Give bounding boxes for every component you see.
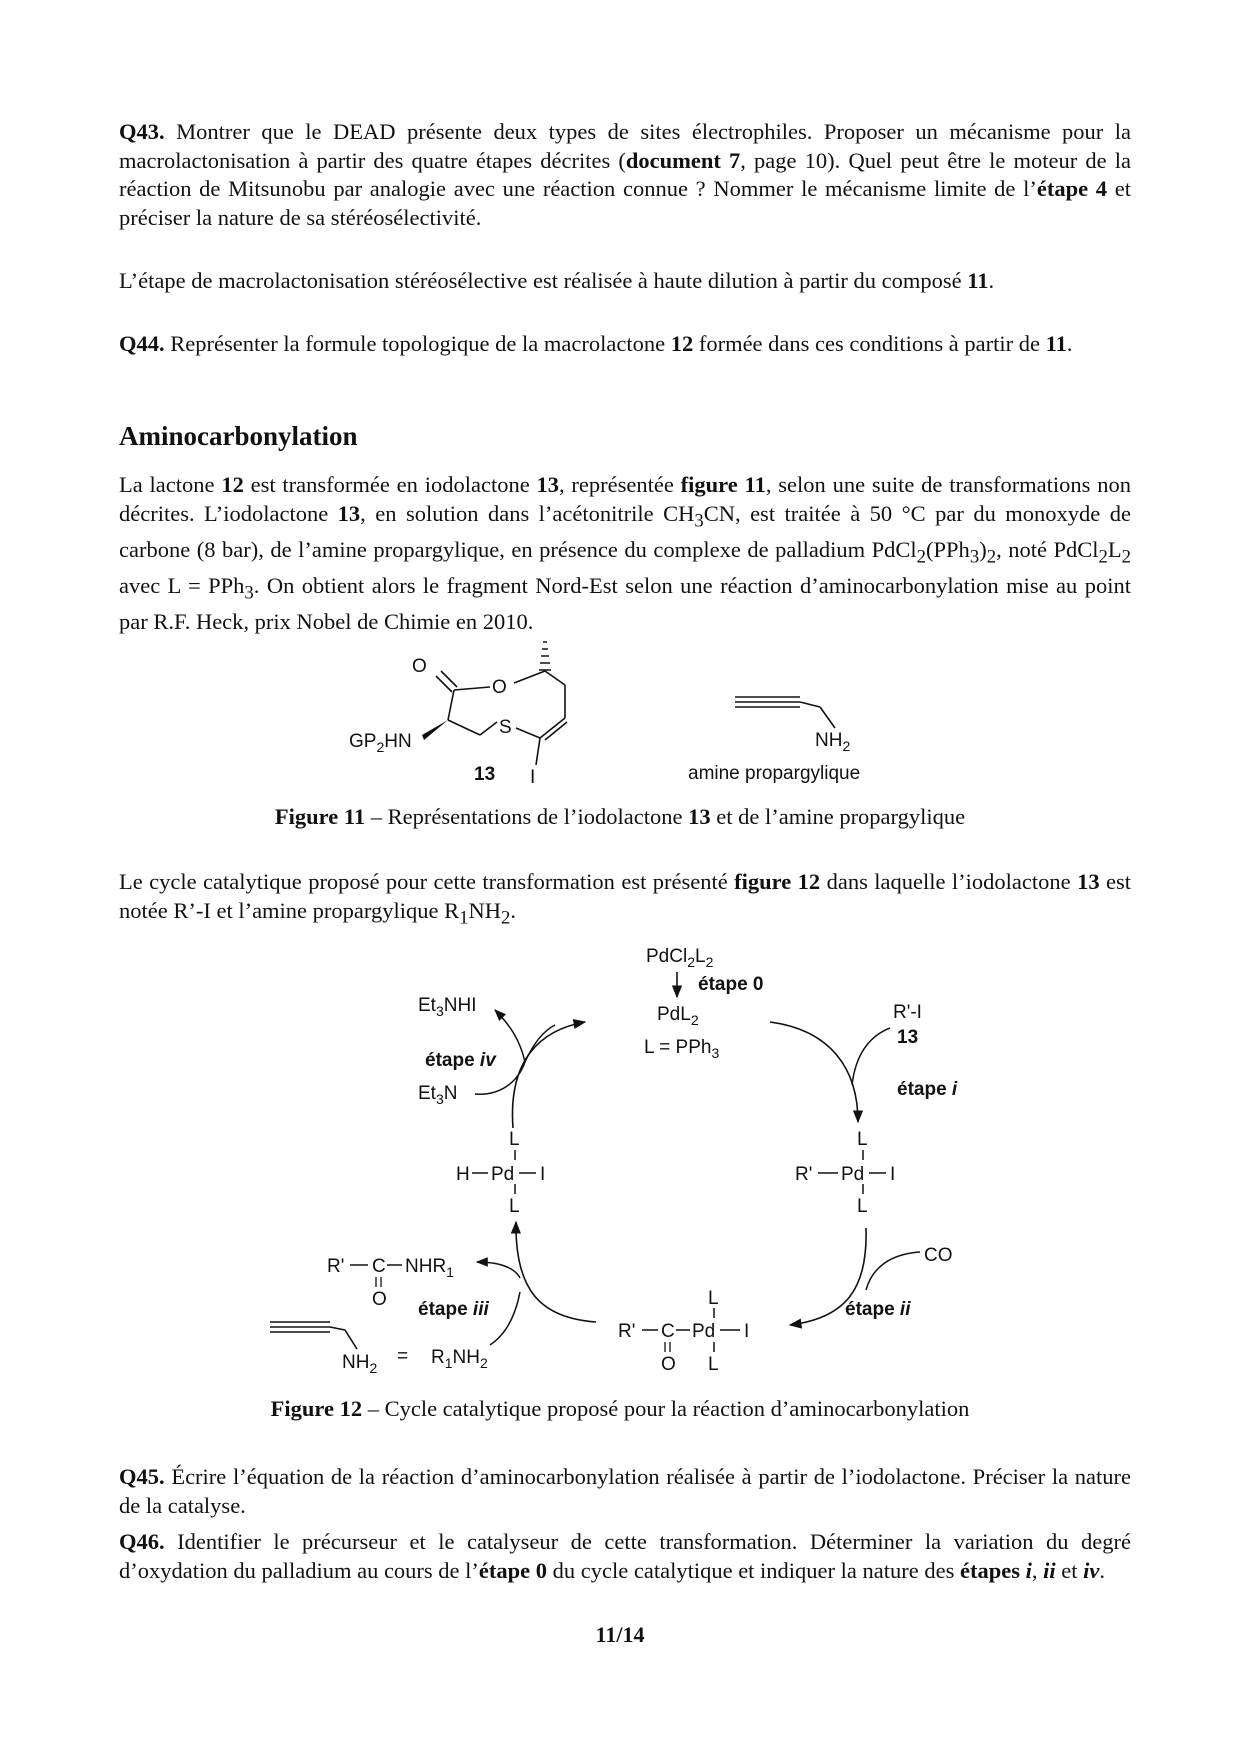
ligand-definition: L = PPh$_3$	[644, 1037, 720, 1061]
svg-text:Pd: Pd	[692, 1321, 716, 1342]
question-label: Q45.	[119, 1464, 165, 1489]
svg-text:R': R'	[795, 1164, 813, 1185]
aminocarbonylation-paragraph: La lactone 12 est transformée en iodolactone 13, représentée figure 11, selon une suite de transformations non décrites. L’iodolactone 13, en solution dans l’acétonitrile $CH_3CN$, est traitée à 50 °C par du monoxyde de carbone (8 bar), de l’amine propargylique, en présence du complexe de palladium $PdCl_2(PPh_3)_2$, noté $PdCl_2L_2$ avec L = PPh$_3$. On obtient alors le fragment Nord-Est selon une réaction d’aminocarbonylation mise au point par R.F. Heck, prix Nobel de Chimie en 2010.	[119, 472, 1132, 634]
et3n: $Et_3N$	[418, 1083, 458, 1107]
question-43: Q43. Montrer que le DEAD présente deux types de sites électrophiles. Proposer un mécanisme pour la macrolactonisation à partir des quatre étapes décrites (document 7, page 10). Quel peut être le moteur de la réaction de Mitsunobu par analogie avec une réaction connue ? Nommer le mécanisme limite de l’étape 4 et préciser la nature de sa stéréosélectivité.	[119, 119, 1131, 230]
compound-13-label: 13	[474, 764, 496, 785]
carbonyl-oxygen: O	[412, 656, 427, 677]
svg-text:L: L	[708, 1288, 719, 1309]
svg-text:L: L	[857, 1129, 868, 1150]
svg-text:R': R'	[618, 1321, 636, 1342]
svg-text:O: O	[372, 1289, 387, 1310]
ring-oxygen: O	[492, 677, 507, 698]
arrow-etape-i	[770, 1022, 858, 1122]
hash-bond	[539, 642, 551, 670]
svg-text:I: I	[890, 1164, 896, 1185]
wedge-bond	[422, 720, 448, 740]
svg-text:L: L	[509, 1196, 520, 1217]
etape-ii-label: étape ii	[845, 1299, 911, 1320]
arrow-amine-in	[490, 1292, 520, 1345]
page-number: 11/14	[595, 1622, 645, 1647]
figure-12-caption: Figure 12 – Cycle catalytique proposé pour la réaction d’aminocarbonylation	[270, 1396, 970, 1421]
amine-group: $NH_2$	[815, 730, 851, 754]
etape-iii-label: étape iii	[418, 1299, 489, 1320]
question-label: Q46.	[119, 1529, 165, 1554]
acyl-pd-complex	[618, 1288, 749, 1375]
svg-text:H: H	[456, 1164, 470, 1185]
propargyl-amine-bonds-cycle	[270, 1322, 357, 1349]
carbon-monoxide: CO	[924, 1245, 953, 1266]
sulfur-atom: S	[499, 717, 512, 738]
arrow-amide-out	[477, 1262, 520, 1278]
pdcl2l2-precursor: $PdCl_2L_2$	[646, 946, 714, 970]
svg-text:O: O	[661, 1354, 676, 1375]
amine-nh2: $NH_2$	[342, 1352, 378, 1376]
figure-12-catalytic-cycle	[0, 930, 1240, 1390]
protected-amine: $GP_2HN$	[349, 731, 412, 755]
figure-11-caption: Figure 11 – Représentations de l’iodolactone 13 et de l’amine propargylique	[274, 804, 966, 829]
macrolactonisation-intro: L’étape de macrolactonisation stéréosélective est réalisée à haute dilution à partir du composé 11.	[119, 268, 995, 293]
arrow-etape-iii	[516, 1222, 596, 1322]
svg-text:Pd: Pd	[841, 1164, 865, 1185]
question-label: Q43.	[119, 119, 165, 144]
svg-text:I: I	[540, 1164, 546, 1185]
svg-text:I: I	[744, 1321, 750, 1342]
h-pd-i-complex	[456, 1129, 545, 1217]
svg-text:R': R'	[327, 1256, 345, 1277]
question-44: Q44. Représenter la formule topologique de la macrolactone 12 formée dans ces conditions à partir de 11.	[119, 331, 1073, 356]
pdl2-catalyst: PdL$_2$	[657, 1004, 699, 1028]
etape-iv-label: étape iv	[425, 1050, 496, 1071]
compound-13-ref: 13	[897, 1027, 919, 1048]
iodine-atom: I	[530, 767, 536, 788]
catalytic-cycle-intro: Le cycle catalytique proposé pour cette transformation est présenté figure 12 dans laquelle l’iodolactone 13 est notée R’-I et l’amine propargylique $R_1NH_2$.	[119, 869, 1132, 928]
equals-sign: =	[397, 1346, 409, 1367]
arrow-et3nhi-out	[495, 1010, 525, 1062]
svg-text:C: C	[661, 1321, 675, 1342]
arrow-ri-in	[852, 1028, 890, 1085]
arrow-co-in	[866, 1252, 920, 1290]
svg-text:Pd: Pd	[491, 1164, 515, 1185]
r1nh2: $R_1NH_2$	[431, 1347, 488, 1371]
etape-0-label: étape 0	[698, 974, 764, 995]
question-label: Q44.	[119, 331, 165, 356]
svg-text:C: C	[372, 1256, 386, 1277]
figure-11-structures	[0, 620, 1240, 795]
svg-text:L: L	[509, 1129, 520, 1150]
r-pd-i-complex	[795, 1129, 895, 1217]
r-prime-iodide: R'-I	[893, 1002, 922, 1023]
svg-text:L: L	[857, 1196, 868, 1217]
amine-propargylique-label: amine propargylique	[688, 763, 861, 784]
etape-i-label: étape i	[897, 1079, 958, 1100]
question-46: Q46. Identifier le précurseur et le catalyseur de cette transformation. Déterminer la variation du degré d’oxydation du palladium au cours de l’étape 0 du cycle catalytique et indiquer la nature des étapes i, ii et iv.	[119, 1529, 1131, 1583]
propargyl-amine-bonds	[735, 697, 835, 728]
arrow-etape-iv	[512, 1022, 585, 1128]
svg-text:NHR1: $NHR_1$	[405, 1256, 454, 1280]
svg-text:L: L	[708, 1354, 719, 1375]
question-45: Q45. Écrire l’équation de la réaction d’aminocarbonylation réalisée à partir de l’iodolactone. Préciser la nature de la catalyse.	[119, 1464, 1131, 1518]
section-title: Aminocarbonylation	[119, 421, 358, 451]
et3nhi: $Et_3NHI$	[418, 995, 477, 1019]
